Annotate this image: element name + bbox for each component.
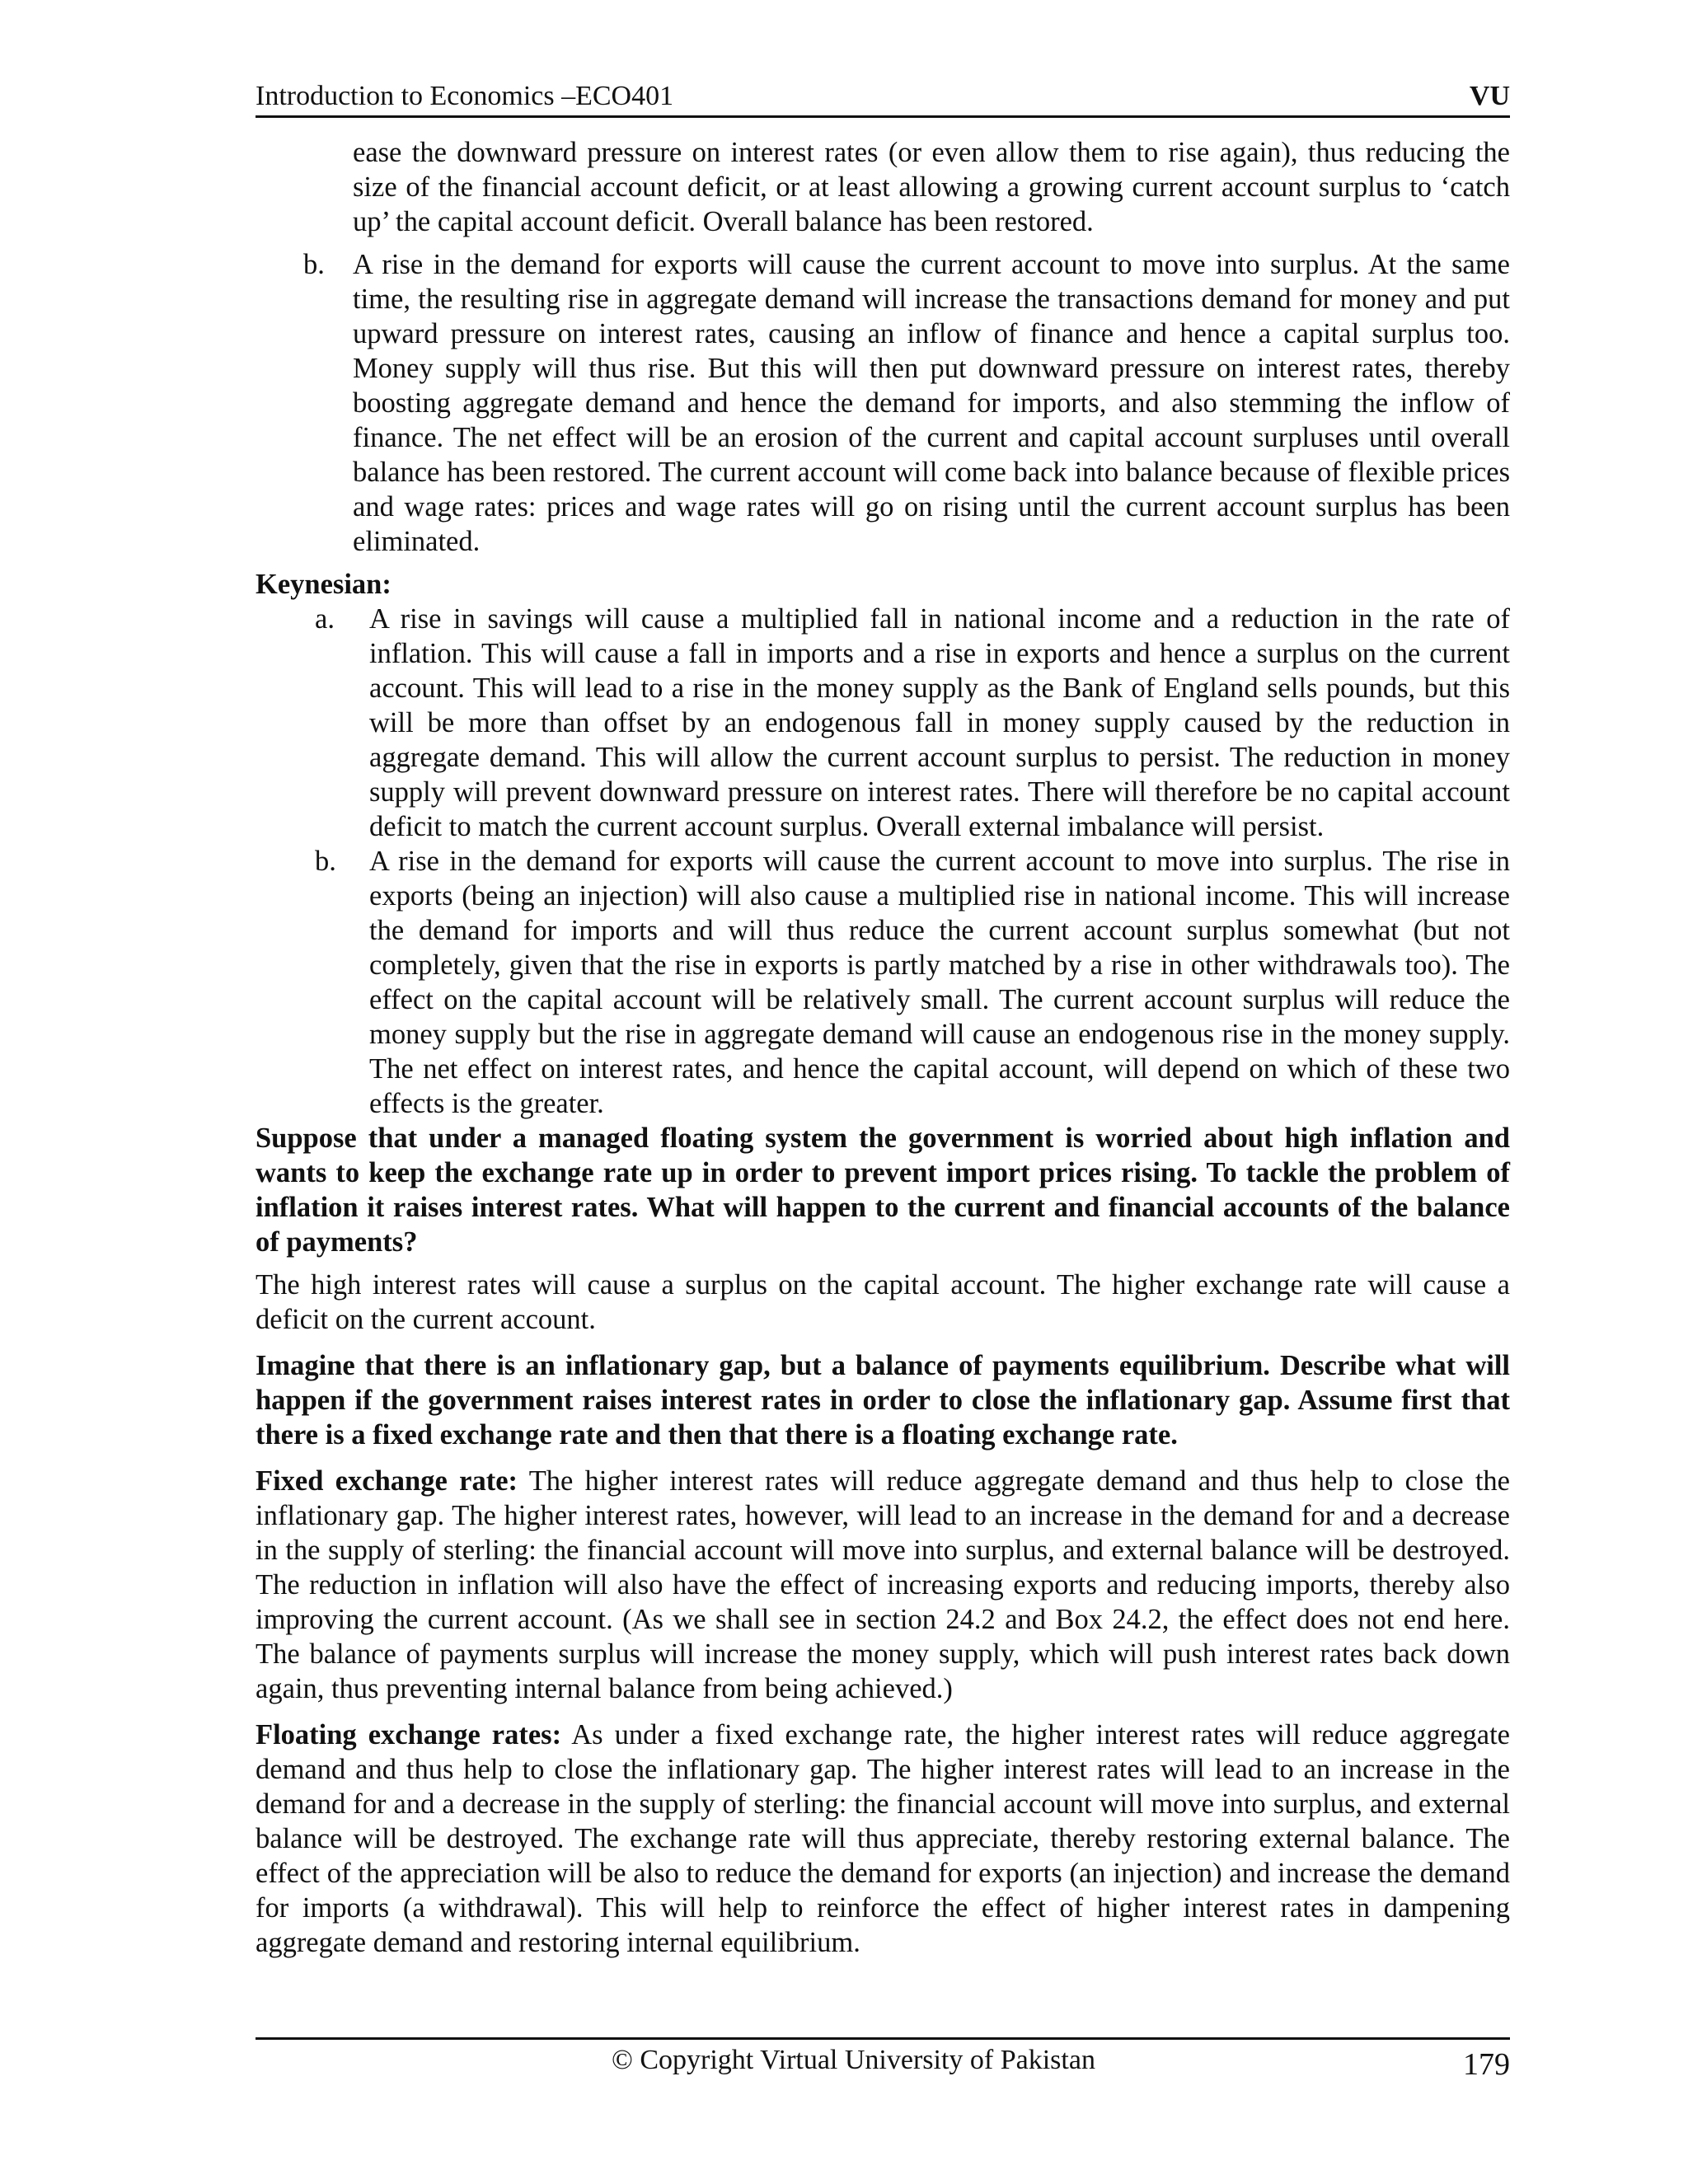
- answer-fixed-exchange-rate: [256, 1464, 1510, 1706]
- question-managed-floating: Suppose that under a managed floating system the government is worried about high inflation and wants to keep the exchange rate up in order to prevent import prices rising. To tackle the problem of inflation it raises interest rates. What will happen to the current and financial accounts of the balance of payments?: [256, 1122, 1510, 1258]
- list-item-text: A rise in the demand for exports will cause the current account to move into surplus. The rise in exports (being an injection) will also cause a multiplied rise in national income. This will increase the demand for imports and will thus reduce the current account surplus somewhat (but not completely, given that the rise in exports is partly matched by a rise in other withdrawals too). The effect on the capital account will be relatively small. The current account surplus will reduce the money supply but the rise in aggregate demand will cause an endogenous rise in the money supply. The net effect on interest rates, and hence the capital account, will depend on which of these two effects is the greater.: [369, 846, 1510, 1119]
- list-marker: b.: [303, 249, 325, 280]
- list-item-b-monetarist: [303, 247, 1510, 559]
- continued-paragraph: ease the downward pressure on interest rates (or even allow them to rise again), thus reducing the size of the financial account deficit, or at least allowing a growing current account surplus to ‘catch up’ the capital account deficit. Overall balance has been restored.: [353, 137, 1510, 237]
- list-item-b-keynesian: [315, 844, 1510, 1121]
- list-marker: a.: [315, 603, 335, 635]
- answer-managed-floating: The high interest rates will cause a surplus on the capital account. The higher exchange rate will cause a deficit on the current account.: [256, 1269, 1510, 1335]
- page-number: 179: [1463, 2047, 1510, 2082]
- page-footer: [256, 2037, 1510, 2082]
- floating-rate-label: Floating exchange rates:: [256, 1719, 562, 1750]
- list-item-text: A rise in the demand for exports will cause the current account to move into surplus. At the same time, the resulting rise in aggregate demand will increase the transactions demand for money and put upward pressure on interest rates, causing an inflow of finance and hence a capital surplus too. Money supply will thus rise. But this will then put downward pressure on interest rates, thereby boosting aggregate demand and hence the demand for imports, and also stemming the inflow of finance. The net effect will be an erosion of the current and capital account surpluses until overall balance has been restored. The current account will come back into balance because of flexible prices and wage rates: prices and wage rates will go on rising until the current account surplus has been eliminated.: [353, 249, 1510, 557]
- question-inflationary-gap: Imagine that there is an inflationary gap, but a balance of payments equilibrium. Describe what will happen if the government raises interest rates in order to close the inflationary gap. Assume first that there is a fixed exchange rate and then that there is a floating exchange rate.: [256, 1350, 1510, 1451]
- keynesian-heading: Keynesian:: [256, 569, 392, 600]
- fixed-rate-text: The higher interest rates will reduce aggregate demand and thus help to close the inflationary gap. The higher interest rates, however, will lead to an increase in the demand for and a decrease in the supply of sterling: the financial account will move into surplus, and external balance will be destroyed. The reduction in inflation will also have the effect of increasing exports and reducing imports, thereby also improving the current account. (As we shall see in section 24.2 and Box 24.2, the effect does not end here. The balance of payments surplus will increase the money supply, which will push interest rates back down again, thus preventing internal balance from being achieved.): [256, 1465, 1510, 1704]
- page-content: [256, 135, 1510, 1960]
- course-title: Introduction to Economics –ECO401: [256, 81, 674, 111]
- list-marker: b.: [315, 846, 336, 877]
- floating-rate-text: As under a fixed exchange rate, the higher interest rates will reduce aggregate demand and thus help to close the inflationary gap. The higher interest rates will lead to an increase in the demand for and a decrease in the supply of sterling: the financial account will move into surplus, and external balance will be destroyed. The exchange rate will thus appreciate, thereby restoring external balance. The effect of the appreciation will be also to reduce the demand for exports (an injection) and increase the demand for imports (a withdrawal). This will help to reinforce the effect of higher interest rates in dampening aggregate demand and restoring internal equilibrium.: [256, 1719, 1510, 1958]
- copyright-notice: © Copyright Virtual University of Pakistan: [612, 2045, 1095, 2075]
- list-item-text: A rise in savings will cause a multiplied fall in national income and a reduction in the rate of inflation. This will cause a fall in imports and a rise in exports and hence a surplus on the current account. This will lead to a rise in the money supply as the Bank of England sells pounds, but this will be more than offset by an endogenous fall in money supply caused by the reduction in aggregate demand. This will allow the current account surplus to persist. The reduction in money supply will prevent downward pressure on interest rates. There will therefore be no capital account deficit to match the current account surplus. Overall external imbalance will persist.: [369, 603, 1510, 842]
- page-header: [256, 77, 1510, 118]
- list-item-a-keynesian: [315, 602, 1510, 844]
- fixed-rate-label: Fixed exchange rate:: [256, 1465, 518, 1497]
- answer-floating-exchange-rates: [256, 1718, 1510, 1960]
- university-mark: VU: [1469, 81, 1510, 111]
